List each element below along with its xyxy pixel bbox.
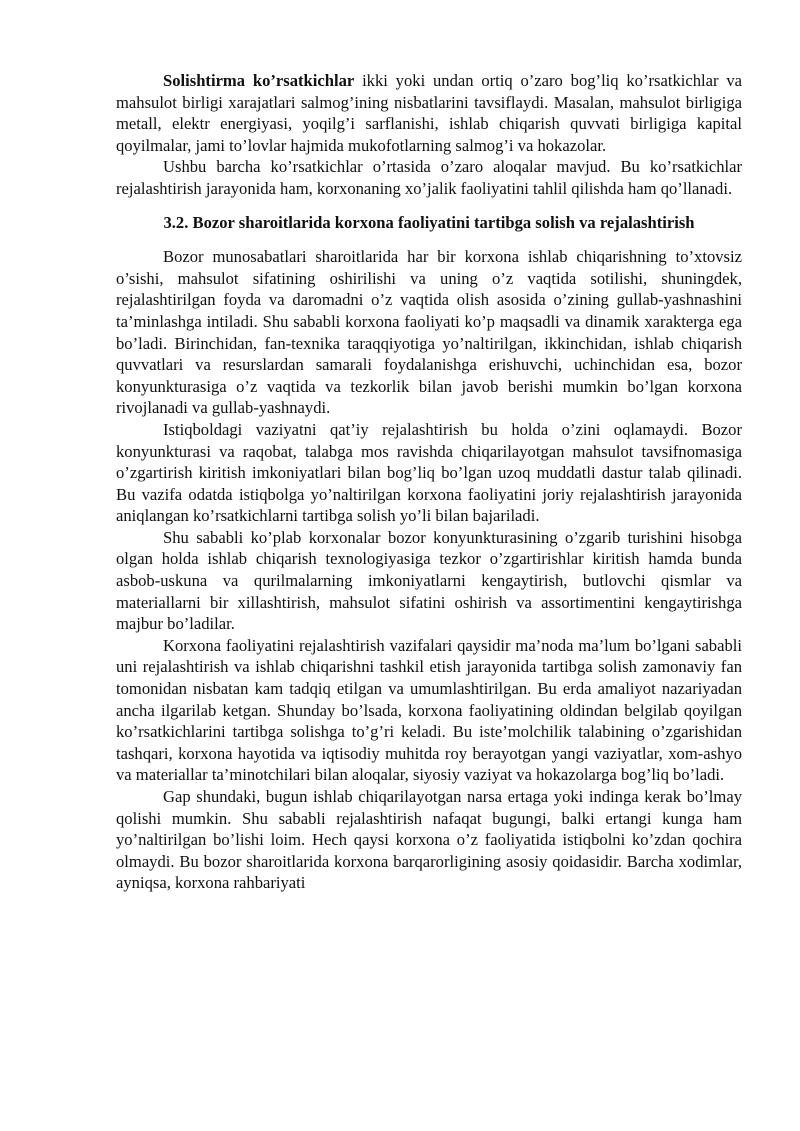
paragraph-long-term-planning: Istiqboldagi vaziyatni qat’iy rejalashtirish bu holda o’zini oqlamaydi. Bozor konyunkturasi va raqobat, talabga mos ravishda chiqarilayotgan mahsulot tavsifnomasiga o’zgartirish kiritish imkoniyatlari bilan bog’liq bo’lgan uzoq muddatli dastur talab qilinadi. Bu vazifa odatda istiqbolga yo’naltirilgan korxona faoliyatini joriy rejalashtirish jarayonida aniqlangan ko’rsatkichlarni tartibga solish yo’li bilan bajariladi.	[116, 419, 742, 526]
paragraph-market-conditions: Bozor munosabatlari sharoitlarida har bir korxona ishlab chiqarishning to’xtovsiz o’sishi, mahsulot sifatining oshirilishi va uning o’z vaqtida sotilishi, shuningdek, rejalashtirilgan foyda va daromadni o’z vaqtida olish asosida o’zining gullab-yashnashini ta’minlashga intiladi. Shu sababli korxona faoliyati ko’p maqsadli va dinamik xarakterga ega bo’ladi. Birinchidan, fan-texnika taraqqiyotiga yo’naltirilgan, ikkinchidan, ishlab chiqarish quvvatlari va resurslardan samarali foydalanishga erishuvchi, uchinchidan esa, bozor konyunkturasiga o’z vaqtida va tezkorlik bilan javob berishi mumkin bo’lgan korxona rivojlanadi va gullab-yashnaydi.	[116, 247, 742, 418]
paragraph-future-orientation: Gap shundaki, bugun ishlab chiqarilayotgan narsa ertaga yoki indinga kerak bo’lmay qolishi mumkin. Shu sababli rejalashtirish nafaqat bugungi, balki ertangi kunga ham yo’naltirilgan bo’lishi loim. Hech qaysi korxona o’z faoliyatida istiqbolni ko’zdan qochira olmaydi. Bu bozor sharoitlarida korxona barqarorligining asosiy qoidasidir. Barcha xodimlar, ayniqsa, korxona rahbariyati	[116, 787, 742, 893]
section-heading: 3.2. Bozor sharoitlarida korxona faoliyatini tartibga solish va rejalashtirish	[163, 212, 695, 232]
paragraph-indicator-relations: Ushbu barcha ko’rsatkichlar o’rtasida o’zaro aloqalar mavjud. Bu ko’rsatkichlar rejalashtirish jarayonida ham, korxonaning xo’jalik faoliyatini tahlil qilishda ham qo’llanadi.	[116, 157, 742, 198]
paragraph-specific-indicators-text: ikki yoki undan ortiq o’zaro bog’liq ko’rsatkichlar va mahsulot birligi xarajatlari salmog’ining nisbatlarini tavsiflaydi. Masalan, mahsulot birligiga metall, elektr energiyasi, yoqilg’i sarflanishi, ishlab chiqarish quvvati birligiga kapital qoyilmalar, jami to’lovlar hajmida mukofotlarning salmog’i va hokazolar.	[116, 71, 742, 155]
term-specific-indicators: Solishtirma ko’rsatkichlar	[163, 71, 355, 90]
paragraph-technology-changes: Shu sababli ko’plab korxonalar bozor konyunkturasining o’zgarib turishini hisobga olgan holda ishlab chiqarish texnologiyasiga tezkor o’zgartirishlar kiritish hamda bunda asbob-uskuna va qurilmalarning imkoniyatlarni kengaytirish, butlovchi qismlar va materiallarni bir xillashtirish, mahsulot sifatini oshirish va assortimentini kengaytirishga majbur bo’ladilar.	[116, 527, 742, 634]
document-page	[116, 70, 742, 894]
paragraph-planning-tasks: Korxona faoliyatini rejalashtirish vazifalari qaysidir ma’noda ma’lum bo’lgani sababli uni rejalashtirish va ishlab chiqarishni tashkil etish jarayonida tartibga solish zamonaviy fan tomonidan nisbatan kam tadqiq etilgan va umumlashtirilgan. Bu erda amaliyot nazariyadan ancha ilgarilab ketgan. Shunday bo’lsada, korxona faoliyatining oldindan belgilab qoyilgan ko’rsatkichlarini tartibga solishga to’g’ri keladi. Bu iste’molchilik talabining o’zgarishidan tashqari, korxona hayotida va iqtisodiy muhitda roy berayotgan yangi vaziyatlar, xom-ashyo va materiallar ta’minotchilari bilan aloqalar, siyosiy vaziyat va hokazolarga bog’liq bo’ladi.	[116, 635, 742, 785]
paragraph-specific-indicators	[116, 70, 742, 156]
